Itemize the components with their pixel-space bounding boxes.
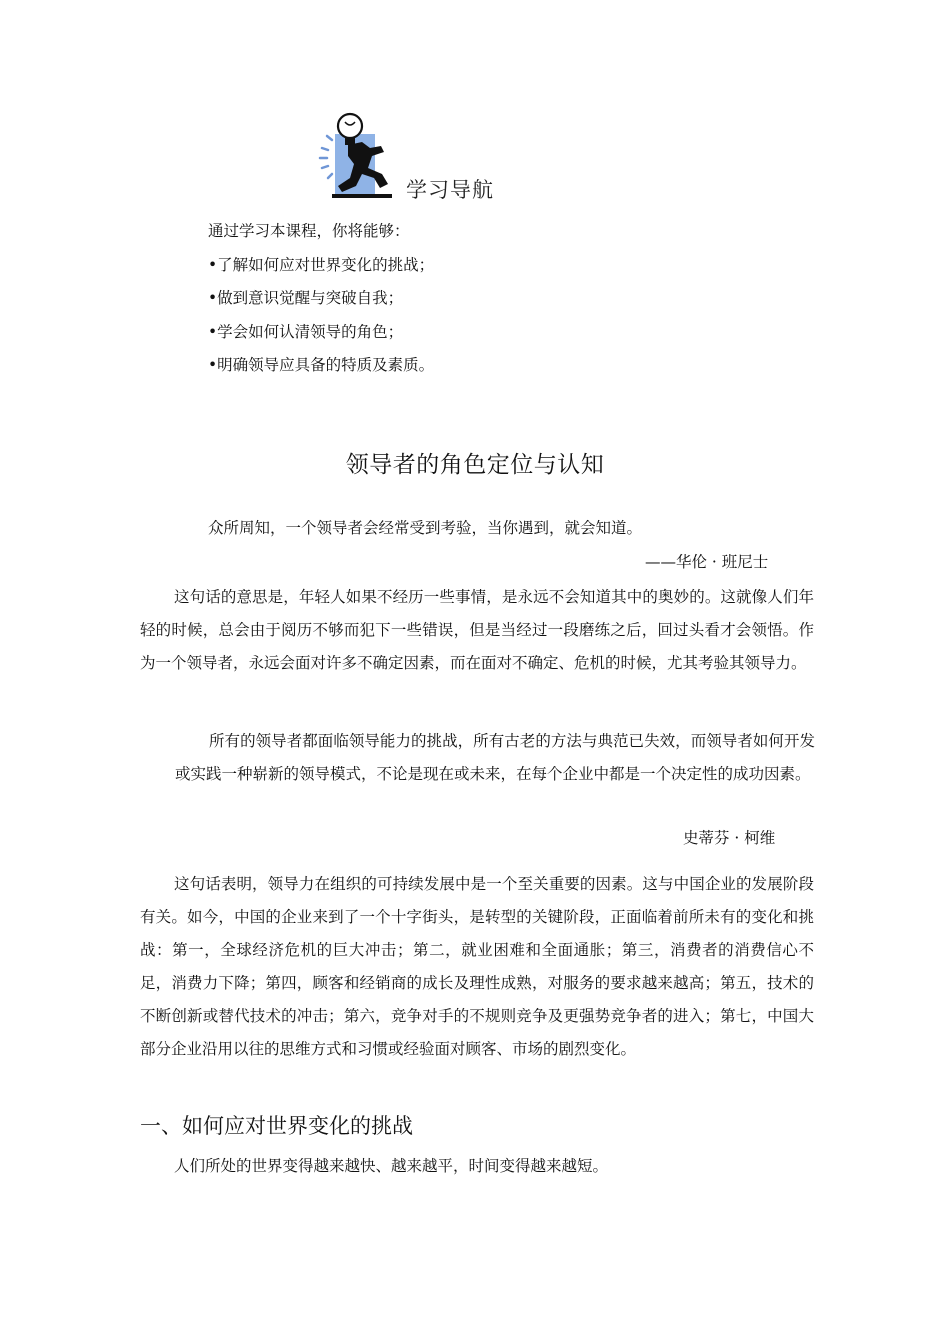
body-paragraph: 这句话的意思是，年轻人如果不经历一些事情，是永远不会知道其中的奥妙的。这就像人们年轻的时候，总会由于阅历不够而犯下一些错误，但是当经过一段磨练之后，回过头看才会领悟。作为一个领导者，永远会面对许多不确定因素，而在面对不确定、危机的时候，尤其考验其领导力。 (140, 588, 814, 672)
objective-item: •明确领导应具备的特质及素质。 (208, 356, 435, 374)
article-title: 领导者的角色定位与认知 (345, 452, 605, 478)
logo-title: 学习导航 (406, 178, 494, 202)
quote-stephen-covey: 所有的领导者都面临领导能力的挑战，所有古老的方法与典范已失效，而领导者如何开发或实践一种崭新的领导模式，不论是现在或未来，在每个企业中都是一个决定性的成功因素。 (175, 732, 815, 783)
objective-item: •学会如何认清领导的角色； (208, 322, 404, 341)
body-paragraph: 这句话表明，领导力在组织的可持续发展中是一个至关重要的因素。这与中国企业的发展阶段有关。如今，中国的企业来到了一个十字街头，是转型的关键阶段，正面临着前所未有的变化和挑战：第一，全球经济危机的巨大冲击；第二，就业困难和全面通胀；第三，消费者的消费信心不足，消费力下降；第四，顾客和经销商的成长及理性成熟，对服务的要求越来越高；第五，技术的不断创新或替代技术的冲击；第六，竞争对手的不规则竞争及更强势竞争者的进入；第七，中国大部分企业沿用以往的思维方式和习惯或经验面对顾客、市场的剧烈变化。 (140, 875, 814, 1058)
learning-navigation-logo (318, 112, 508, 206)
section-paragraph: 人们所处的世界变得越来越快、越来越平，时间变得越来越短。 (174, 1157, 609, 1175)
objectives-lead: 通过学习本课程，你将能够： (208, 222, 410, 240)
quote-attribution: 史蒂芬 · 柯维 (683, 829, 776, 847)
section-heading: 一、如何应对世界变化的挑战 (140, 1114, 413, 1138)
quote-warren-bennis: 众所周知，一个领导者会经常受到考验，当你遇到，就会知道。 (208, 519, 643, 537)
objective-item: •做到意识觉醒与突破自我； (208, 289, 404, 307)
lightbulb-runner-icon (318, 112, 408, 206)
course-objectives (208, 215, 808, 383)
objective-item: •了解如何应对世界变化的挑战； (208, 255, 435, 274)
quote-attribution: ——华伦 · 班尼士 (645, 553, 769, 571)
